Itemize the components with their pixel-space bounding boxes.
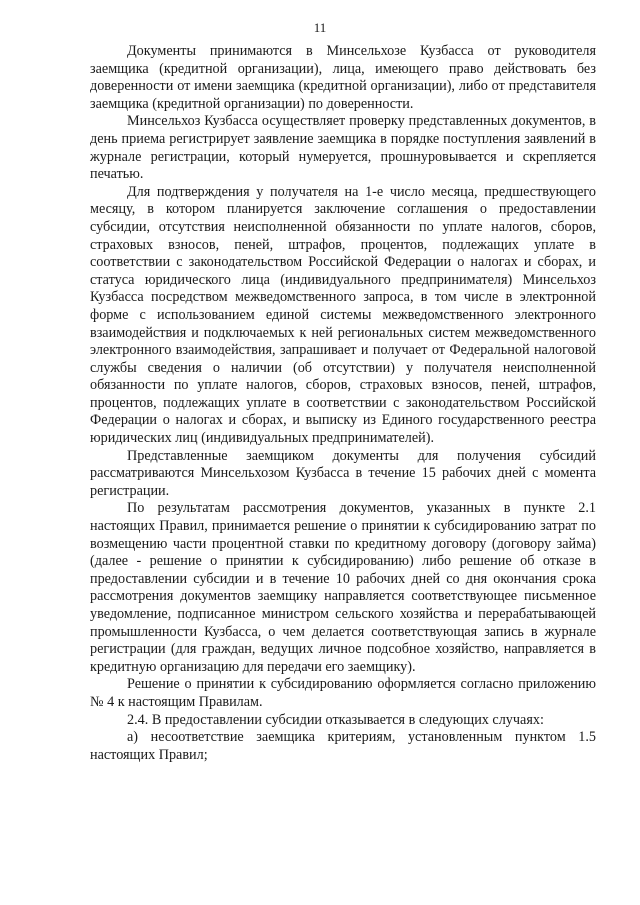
paragraph-review-results: По результатам рассмотрения документов, указанных в пункте 2.1 настоящих Правил, принимается решение о принятии к субсидированию затрат по возмещению части процентной ставки по кредитному договору (договору займа) (далее - решение о принятии к субсидированию) либо решение об отказе в предоставлении субсидии и в течение 10 рабочих дней со дня окончания срока рассмотрения документов заемщику направляется соответствующее письменное уведомление, подписанное министром сельского хозяйства и перерабатывающей промышленности Кузбасса, о чем делается соответствующая запись в журнале регистрации (для граждан, ведущих личное подсобное хозяйство, направляется в кредитную организацию для передачи его заемщику).	[90, 500, 596, 675]
paragraph-refusal-case-a: а) несоответствие заемщика критериям, установленным пунктом 1.5 настоящих Правил;	[90, 729, 596, 763]
paragraph-tax-confirmation: Для подтверждения у получателя на 1-е число месяца, предшествующего месяцу, в котором планируется заключение соглашения о предоставлении субсидии, отсутствия неисполненной обязанности по уплате налогов, сборов, страховых взносов, пеней, штрафов, процентов, подлежащих уплате в соответствии с законодательством Российской Федерации о налогах и сборах, и статуса юридического лица (индивидуального предпринимателя) Минсельхоз Кузбасса посредством межведомственного запроса, в том числе в электронной форме с использованием единой системы межведомственного электронного взаимодействия и подключаемых к ней региональных систем межведомственного электронного взаимодействия, запрашивает и получает от Федеральной налоговой службы сведения о наличии (об отсутствии) у получателя неисполненной обязанности по уплате налогов, сборов, страховых взносов, пеней, штрафов, процентов, подлежащих уплате в соответствии с законодательством Российской Федерации о налогах и сборах, и выписку из Единого государственного реестра юридических лиц (индивидуальных предпринимателей).	[90, 183, 596, 447]
page-number: 11	[313, 20, 327, 35]
paragraph-review-period: Представленные заемщиком документы для получения субсидий рассматриваются Минсельхозом Кузбасса в течение 15 рабочих дней с момента регистрации.	[90, 447, 596, 499]
document-body	[90, 43, 596, 764]
paragraph-documents-verification: Минсельхоз Кузбасса осуществляет проверку представленных документов, в день приема регистрирует заявление заемщика в порядке поступления заявлений в журнале регистрации, который нумеруется, прошнуровывается и скрепляется печатью.	[90, 113, 596, 183]
paragraph-decision-form: Решение о принятии к субсидированию оформляется согласно приложению № 4 к настоящим Правилам.	[90, 676, 596, 710]
paragraph-documents-acceptance: Документы принимаются в Минсельхозе Кузбасса от руководителя заемщика (кредитной организации), лица, имеющего право действовать без доверенности от имени заемщика (кредитной организации), либо от представителя заемщика (кредитной организации) по доверенности.	[90, 43, 596, 112]
paragraph-refusal-cases: 2.4. В предоставлении субсидии отказывается в следующих случаях:	[127, 711, 544, 728]
